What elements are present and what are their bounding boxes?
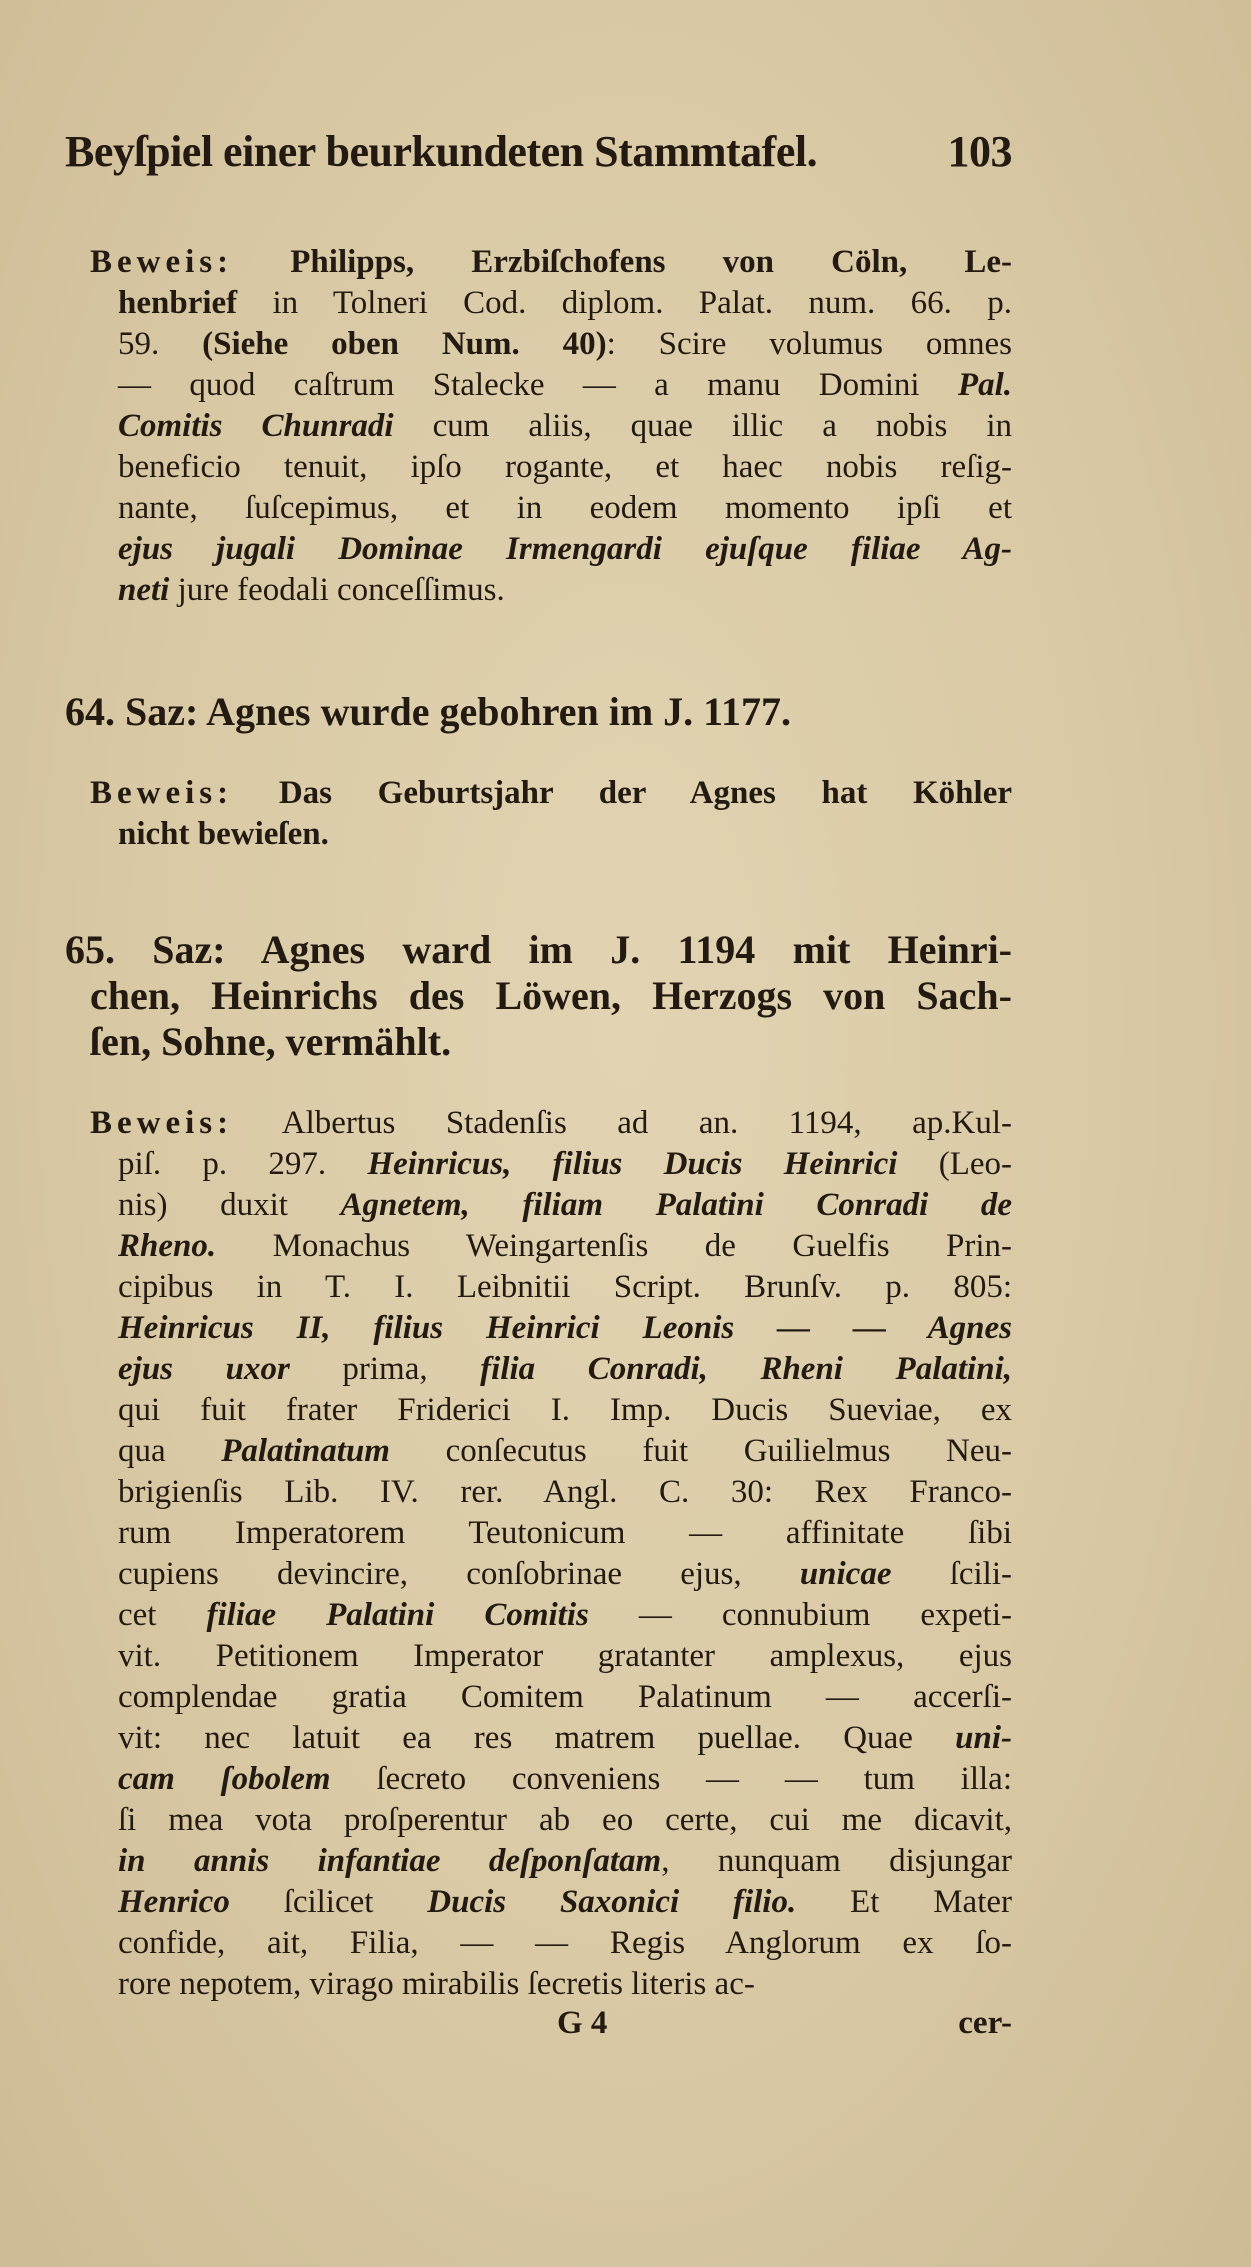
roman-text: brigienſis Lib. IV. rer. Angl. C. 30: Rex Franco- bbox=[118, 1474, 1012, 1510]
text-line bbox=[118, 1636, 1012, 1677]
roman-text: ſcilicet bbox=[229, 1884, 428, 1920]
proposition-paragraph bbox=[65, 927, 1012, 1065]
running-header bbox=[65, 126, 1012, 178]
catchword: cer- bbox=[958, 2005, 1012, 2041]
text-line bbox=[90, 973, 1012, 1019]
roman-text: , nunquam disjungar bbox=[661, 1843, 1012, 1879]
italic-text: filia Conradi, Rheni Palatini, bbox=[480, 1351, 1012, 1387]
roman-text: jure feodali conceſſimus. bbox=[169, 572, 505, 608]
page-body bbox=[65, 242, 1012, 2005]
text-line bbox=[118, 488, 1012, 529]
proposition-paragraph bbox=[65, 689, 1012, 735]
italic-text: in annis infantiae deſponſatam bbox=[118, 1843, 662, 1879]
italic-text: Agnetem, filiam Palatini Conradi de bbox=[340, 1187, 1012, 1223]
text-line bbox=[118, 1472, 1012, 1513]
fraktur-text: Beweis: bbox=[90, 1105, 234, 1141]
roman-text: ſecreto conveniens — — tum illa: bbox=[330, 1761, 1012, 1797]
roman-text: — connubium expeti- bbox=[588, 1597, 1012, 1633]
roman-text: beneficio tenuit, ipſo rogante, et haec nobis reſig- bbox=[118, 449, 1012, 485]
text-line bbox=[90, 1019, 1012, 1065]
italic-text: Heinricus II, filius Heinrici Leonis — — Agnes bbox=[118, 1310, 1012, 1346]
roman-text: Albertus Stadenſis ad an. 1194, ap.Kul- bbox=[233, 1105, 1012, 1141]
roman-text: qua bbox=[118, 1433, 222, 1469]
text-line bbox=[118, 1431, 1012, 1472]
roman-text: : Scire volumus omnes bbox=[606, 326, 1012, 362]
roman-text: nante, ſuſcepimus, et in eodem momento ipſi et bbox=[118, 490, 1012, 526]
proof-paragraph bbox=[65, 773, 1012, 855]
roman-text: piſ. p. 297. bbox=[118, 1146, 368, 1182]
text-line bbox=[118, 324, 1012, 365]
italic-text: Heinricus, filius Ducis Heinrici bbox=[367, 1146, 898, 1182]
text-line bbox=[118, 1226, 1012, 1267]
roman-text: cupiens devincire, conſobrinae ejus, bbox=[118, 1556, 800, 1592]
text-line bbox=[118, 1759, 1012, 1800]
text-line bbox=[118, 1964, 1012, 2005]
text-line bbox=[118, 529, 1012, 570]
italic-text: Pal. bbox=[957, 367, 1012, 403]
text-line bbox=[118, 365, 1012, 406]
roman-text: complendae gratia Comitem Palatinum — accerſi- bbox=[118, 1679, 1012, 1715]
italic-text: uni- bbox=[955, 1720, 1012, 1756]
text-line bbox=[90, 773, 1012, 814]
roman-text: rore nepotem, virago mirabilis ſecretis literis ac- bbox=[118, 1966, 755, 2002]
page-footer bbox=[65, 2005, 1012, 2049]
roman-text: 64. bbox=[65, 689, 125, 734]
text-line bbox=[118, 447, 1012, 488]
italic-text: ejus jugali Dominae Irmengardi ejuſque filiae Ag- bbox=[118, 531, 1012, 567]
text-line bbox=[118, 1595, 1012, 1636]
italic-text: Rheno. bbox=[118, 1228, 217, 1264]
italic-text: Henrico bbox=[118, 1884, 230, 1920]
fraktur-text: Beweis: bbox=[90, 775, 234, 811]
roman-text: cum aliis, quae illic a nobis in bbox=[393, 408, 1012, 444]
text-line bbox=[65, 927, 1012, 973]
text-line bbox=[90, 1103, 1012, 1144]
roman-text: ſi mea vota proſperentur ab eo certe, cui me dicavit, bbox=[118, 1802, 1012, 1838]
text-line bbox=[118, 283, 1012, 324]
roman-text: ſcili- bbox=[891, 1556, 1012, 1592]
proof-paragraph bbox=[65, 242, 1012, 611]
signature-mark: G 4 bbox=[557, 2005, 608, 2041]
roman-text: vit: nec latuit ea res matrem puellae. Quae bbox=[118, 1720, 956, 1756]
text-line bbox=[118, 1349, 1012, 1390]
roman-text: in Tolneri Cod. diplom. Palat. num. 66. p. bbox=[237, 285, 1012, 321]
roman-text: confide, ait, Filia, — — Regis Anglorum ex ſo- bbox=[118, 1925, 1012, 1961]
text-line bbox=[118, 570, 1012, 611]
text-line bbox=[118, 1677, 1012, 1718]
text-line bbox=[118, 1923, 1012, 1964]
fraktur-text: nicht bewieſen. bbox=[118, 816, 329, 852]
roman-text: Et Mater bbox=[796, 1884, 1012, 1920]
text-line bbox=[118, 1390, 1012, 1431]
roman-text: — quod caſtrum Stalecke — a manu Domini bbox=[118, 367, 958, 403]
italic-text: cam ſobolem bbox=[118, 1761, 331, 1797]
roman-text: (Leo- bbox=[897, 1146, 1012, 1182]
roman-text: conſecutus fuit Guilielmus Neu- bbox=[389, 1433, 1012, 1469]
text-line bbox=[118, 1144, 1012, 1185]
fraktur-text: Saz: Agnes ward im J. 1194 mit Heinri- bbox=[152, 927, 1013, 972]
running-title: Beyſpiel einer beurkundeten Stammtafel. bbox=[65, 127, 818, 176]
roman-text: rum Imperatorem Teutonicum — affinitate ſibi bbox=[118, 1515, 1012, 1551]
text-line bbox=[118, 1718, 1012, 1759]
text-line bbox=[118, 1308, 1012, 1349]
roman-text: prima, bbox=[289, 1351, 481, 1387]
page-number: 103 bbox=[947, 127, 1012, 176]
fraktur-text: chen, Heinrichs des Löwen, Herzogs von Sach- bbox=[90, 973, 1012, 1018]
italic-text: Palatinatum bbox=[221, 1433, 390, 1469]
text-line bbox=[65, 689, 1012, 735]
text-line bbox=[118, 1882, 1012, 1923]
italic-text: Ducis Saxonici filio. bbox=[427, 1884, 797, 1920]
text-line bbox=[118, 1554, 1012, 1595]
italic-text: neti bbox=[118, 572, 170, 608]
proof-paragraph bbox=[65, 1103, 1012, 2005]
fraktur-text: Philipps, Erzbiſchofens von Cöln, Le- bbox=[233, 244, 1012, 280]
text-line bbox=[118, 406, 1012, 447]
roman-text: vit. Petitionem Imperator gratanter amplexus, ejus bbox=[118, 1638, 1012, 1674]
text-line bbox=[118, 1513, 1012, 1554]
roman-text: nis) duxit bbox=[118, 1187, 341, 1223]
text-line bbox=[118, 1841, 1012, 1882]
fraktur-text: (Siehe oben Num. 40) bbox=[202, 326, 607, 362]
book-page bbox=[65, 126, 1012, 2049]
fraktur-text: Das Geburtsjahr der Agnes hat Köhler bbox=[233, 775, 1012, 811]
text-line bbox=[118, 1267, 1012, 1308]
roman-text: 59. bbox=[118, 326, 203, 362]
text-line bbox=[118, 814, 1012, 855]
italic-text: ejus uxor bbox=[118, 1351, 290, 1387]
fraktur-text: Saz: Agnes wurde gebohren im J. 1177. bbox=[125, 689, 791, 734]
italic-text: filiae Palatini Comitis bbox=[206, 1597, 589, 1633]
roman-text: qui fuit frater Friderici I. Imp. Ducis Sueviae, ex bbox=[118, 1392, 1012, 1428]
text-line bbox=[118, 1185, 1012, 1226]
roman-text: Monachus Weingartenſis de Guelfis Prin- bbox=[216, 1228, 1012, 1264]
fraktur-text: Beweis: bbox=[90, 244, 234, 280]
text-line bbox=[90, 242, 1012, 283]
fraktur-text: ſen, Sohne, vermählt. bbox=[90, 1019, 452, 1064]
fraktur-text: henbrief bbox=[118, 285, 238, 321]
roman-text: cet bbox=[118, 1597, 207, 1633]
italic-text: unicae bbox=[799, 1556, 892, 1592]
roman-text: cipibus in T. I. Leibnitii Script. Brunſv. p. 805: bbox=[118, 1269, 1012, 1305]
roman-text: 65. bbox=[65, 927, 153, 972]
text-line bbox=[118, 1800, 1012, 1841]
italic-text: Comitis Chunradi bbox=[118, 408, 394, 444]
